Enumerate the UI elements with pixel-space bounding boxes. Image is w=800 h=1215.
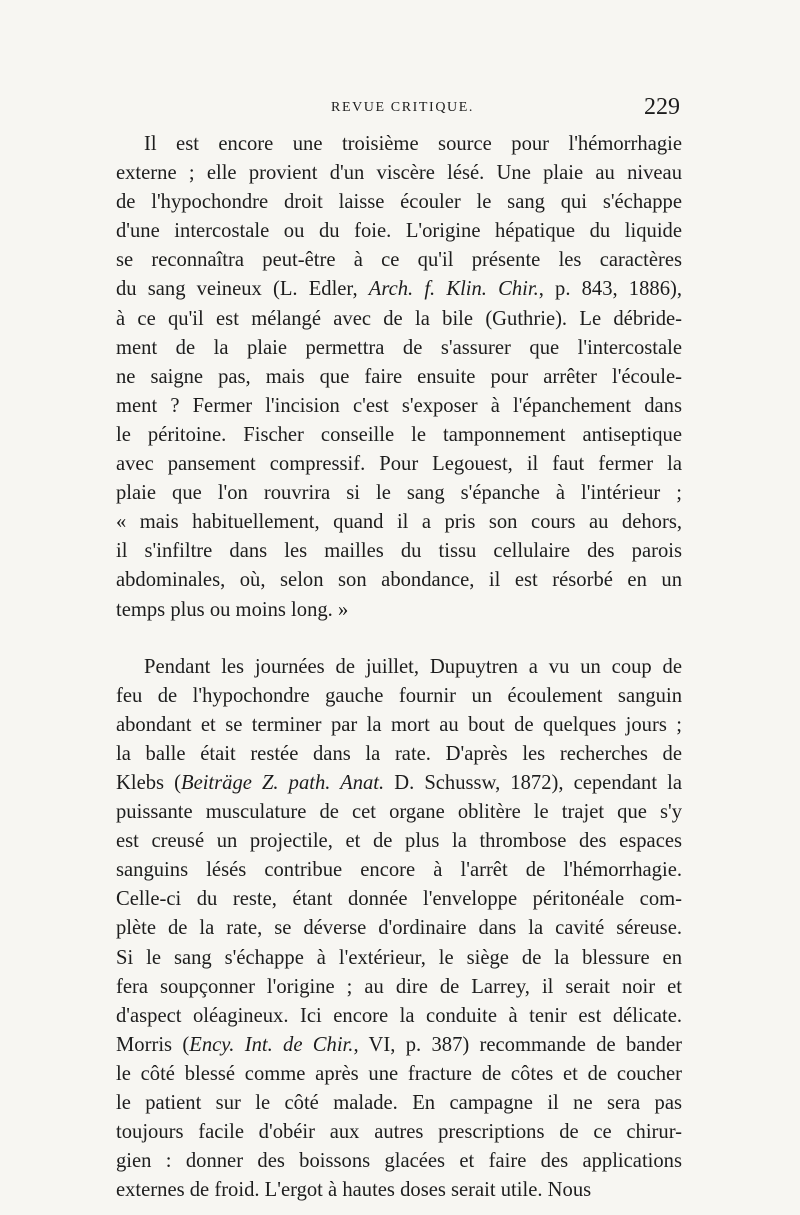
text-line: [116, 682, 682, 711]
text-line: [116, 421, 682, 450]
text-run: à ce qu'il est mélangé avec de la bile (Guthrie). Le débride-: [116, 307, 682, 330]
text-line: [116, 130, 682, 159]
text-run: , VI, p. 387) recommande de bander: [353, 1033, 682, 1056]
running-title: REVUE CRITIQUE.: [331, 100, 474, 115]
text-run: Celle-ci du reste, étant donnée l'enveloppe péritonéale com-: [116, 888, 682, 911]
text-run: sanguins lésés contribue encore à l'arrêt de l'hémorrhagie.: [116, 859, 682, 882]
text-line: [116, 653, 682, 682]
text-run: ne saigne pas, mais que faire ensuite pour arrêter l'écoule-: [116, 365, 682, 388]
text-line: [116, 1002, 682, 1031]
text-run: ment ? Fermer l'incision c'est s'exposer à l'épanchement dans: [116, 394, 682, 417]
text-line: [116, 392, 682, 421]
text-run: avec pansement compressif. Pour Legouest, il faut fermer la: [116, 453, 682, 476]
text-line: [116, 1060, 682, 1089]
text-run: Si le sang s'échappe à l'extérieur, le siège de la blessure en: [116, 946, 682, 969]
text-run: Klebs (: [116, 771, 181, 794]
text-run: la balle était restée dans la rate. D'après les recherches de: [116, 742, 682, 765]
text-run: de l'hypochondre droit laisse écouler le sang qui s'échappe: [116, 191, 682, 214]
text-run: fera soupçonner l'origine ; au dire de Larrey, il serait noir et: [116, 975, 682, 998]
text-run: D. Schussw, 1872), cependant la: [384, 771, 682, 794]
italic-citation: Beiträge Z. path. Anat.: [180, 771, 385, 794]
text-run: se reconnaîtra peut-être à ce qu'il présente les caractères: [116, 249, 682, 272]
text-line: [116, 1089, 682, 1118]
text-line: [116, 450, 682, 479]
text-run: il s'infiltre dans les mailles du tissu cellulaire des parois: [116, 540, 682, 563]
text-run: le péritoine. Fischer conseille le tamponnement antiseptique: [116, 423, 682, 446]
text-line: [116, 1176, 682, 1205]
text-line: [116, 769, 682, 798]
text-line: [116, 246, 682, 275]
text-line: [116, 334, 682, 363]
text-line: [116, 827, 682, 856]
text-line: [116, 914, 682, 943]
text-line: [116, 1147, 682, 1176]
text-run: le patient sur le côté malade. En campagne il ne sera pas: [116, 1092, 682, 1114]
text-run: du sang veineux (L. Edler,: [116, 278, 369, 301]
text-line: [116, 566, 682, 595]
text-line: [116, 856, 682, 885]
text-line: [116, 508, 682, 537]
text-run: externe ; elle provient d'un viscère lésé. Une plaie au niveau: [116, 162, 682, 185]
text-line: [116, 1118, 682, 1147]
page-number: 229: [644, 94, 680, 120]
italic-citation: Arch. f. Klin. Chir.: [368, 278, 539, 301]
paragraph-gap: [116, 625, 682, 653]
text-run: gien : donner des boissons glacées et faire des applications: [116, 1150, 682, 1173]
text-run: plaie que l'on rouvrira si le sang s'épanche à l'intérieur ;: [116, 482, 682, 505]
paragraph: [116, 130, 682, 625]
text-run: Pendant les journées de juillet, Dupuytren a vu un coup de: [144, 655, 682, 678]
text-run: externes de froid. L'ergot à hautes doses serait utile. Nous: [116, 1179, 592, 1202]
text-line: [116, 188, 682, 217]
page-header: [118, 94, 680, 128]
text-line: [116, 798, 682, 827]
text-line: [116, 479, 682, 508]
text-run: d'une intercostale ou du foie. L'origine hépatique du liquide: [116, 220, 682, 243]
text-line: [116, 1031, 682, 1060]
text-run: ment de la plaie permettra de s'assurer que l'intercostale: [116, 336, 682, 359]
italic-citation: Ency. Int. de Chir.: [189, 1033, 354, 1056]
text-line: [116, 305, 682, 334]
text-line: [116, 275, 682, 304]
text-run: Morris (: [116, 1033, 190, 1056]
text-line: [116, 973, 682, 1002]
text-line: [116, 740, 682, 769]
text-run: « mais habituellement, quand il a pris son cours au dehors,: [116, 511, 682, 534]
text-line: [116, 537, 682, 566]
text-run: d'aspect oléagineux. Ici encore la conduite à tenir est délicate.: [116, 1004, 682, 1027]
text-line: [116, 944, 682, 973]
text-line: [116, 159, 682, 188]
text-run: , p. 843, 1886),: [538, 278, 682, 301]
text-line: [116, 363, 682, 392]
text-line: [116, 596, 682, 625]
text-run: toujours facile d'obéir aux autres prescriptions de ce chirur-: [116, 1121, 682, 1144]
text-run: puissante musculature de cet organe oblitère le trajet que s'y: [116, 801, 682, 824]
text-run: Il est encore une troisième source pour l'hémorrhagie: [144, 133, 682, 155]
text-run: le côté blessé comme après une fracture de côtes et de coucher: [116, 1062, 682, 1085]
paragraph: [116, 653, 682, 1206]
text-line: [116, 217, 682, 246]
text-line: [116, 711, 682, 740]
text-run: temps plus ou moins long. »: [116, 598, 349, 621]
text-run: plète de la rate, se déverse d'ordinaire dans la cavité séreuse.: [116, 917, 682, 940]
text-line: [116, 885, 682, 914]
text-run: est creusé un projectile, et de plus la thrombose des espaces: [116, 830, 682, 853]
text-run: abdominales, où, selon son abondance, il est résorbé en un: [116, 569, 682, 592]
text-run: feu de l'hypochondre gauche fournir un écoulement sanguin: [116, 684, 682, 707]
body-text: [116, 130, 682, 1205]
text-run: abondant et se terminer par la mort au bout de quelques jours ;: [116, 713, 682, 736]
